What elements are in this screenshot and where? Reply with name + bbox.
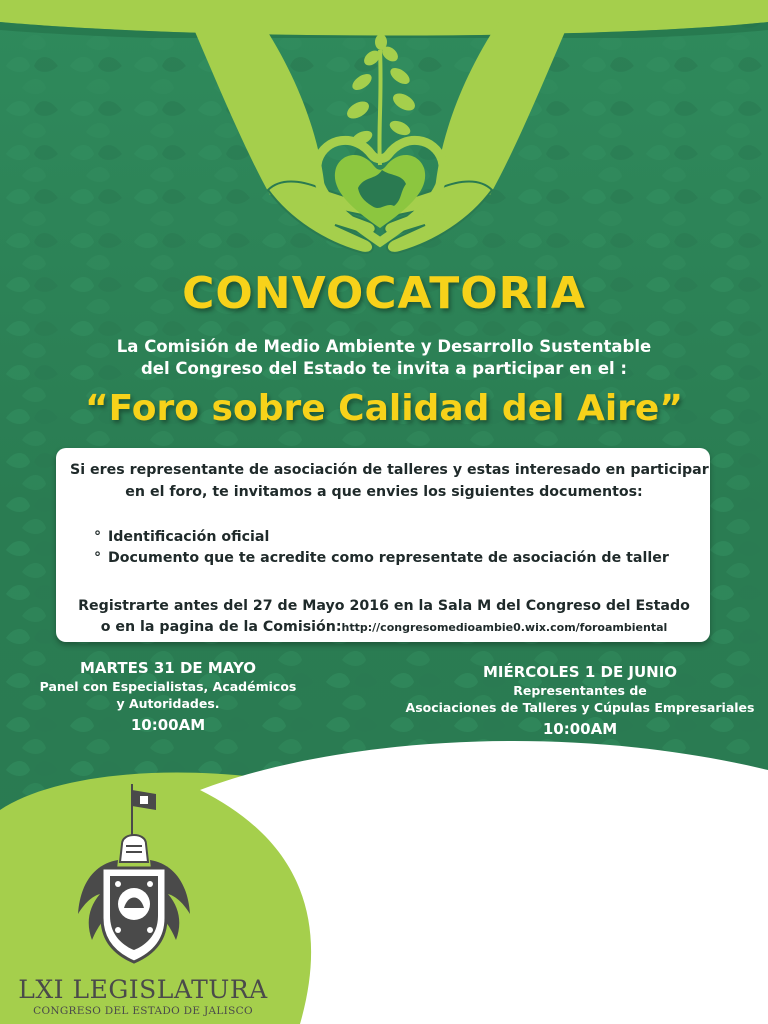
registration-info (70, 596, 698, 638)
documents-list (94, 527, 669, 569)
invitation-intro (60, 336, 708, 380)
forum-name: “Foro sobre Calidad del Aire” (84, 388, 684, 429)
event-day-2 (402, 662, 758, 740)
event-description-line-1: Representantes de (513, 683, 647, 698)
page-title: CONVOCATORIA (182, 268, 586, 319)
event-day-1 (30, 658, 306, 736)
bullet: ° (94, 550, 102, 566)
event-time: 10:00AM (130, 716, 206, 734)
list-item (94, 548, 669, 569)
intro-line-1: La Comisión de Medio Ambiente y Desarrollo Sustentable (116, 337, 652, 356)
register-prefix: o en la pagina de la Comisión: (100, 619, 342, 635)
register-line-1: Registrarte antes del 27 de Mayo 2016 en la Sala M del Congreso del Estado (78, 598, 690, 614)
commission-url-link[interactable]: http://congresomedioambie0.wix.com/foroambiental (341, 621, 668, 634)
document-text: Identificación oficial (108, 529, 270, 545)
event-description-line-2: Asociaciones de Talleres y Cúpulas Empresariales (405, 700, 755, 715)
congress-name: CONGRESO DEL ESTADO DE JALISCO (33, 1005, 253, 1017)
event-time: 10:00AM (542, 720, 618, 738)
event-date: MIÉRCOLES 1 DE JUNIO (482, 663, 678, 681)
event-description-line-1: Panel con Especialistas, Académicos (39, 679, 297, 694)
jalisco-coat-of-arms-icon (74, 784, 204, 974)
legislature-title: LXI LEGISLATURA (18, 975, 268, 1004)
list-item (94, 527, 669, 548)
hands-heart-sprout-icon (150, 20, 610, 270)
register-line-2 (70, 617, 698, 638)
bullet: ° (94, 529, 102, 545)
document-text: Documento que te acredite como representate de asociación de taller (108, 550, 669, 566)
event-description-line-2: y Autoridades. (116, 696, 220, 711)
info-intro-line-1: Si eres representante de asociación de talleres y estas interesado en participar (70, 462, 709, 478)
intro-line-2: del Congreso del Estado te invita a participar en el : (140, 359, 628, 378)
info-box (56, 448, 710, 642)
info-intro-line-2: en el foro, te invitamos a que envies los siguientes documentos: (125, 484, 643, 500)
event-date: MARTES 31 DE MAYO (79, 659, 257, 677)
info-intro (70, 459, 709, 503)
